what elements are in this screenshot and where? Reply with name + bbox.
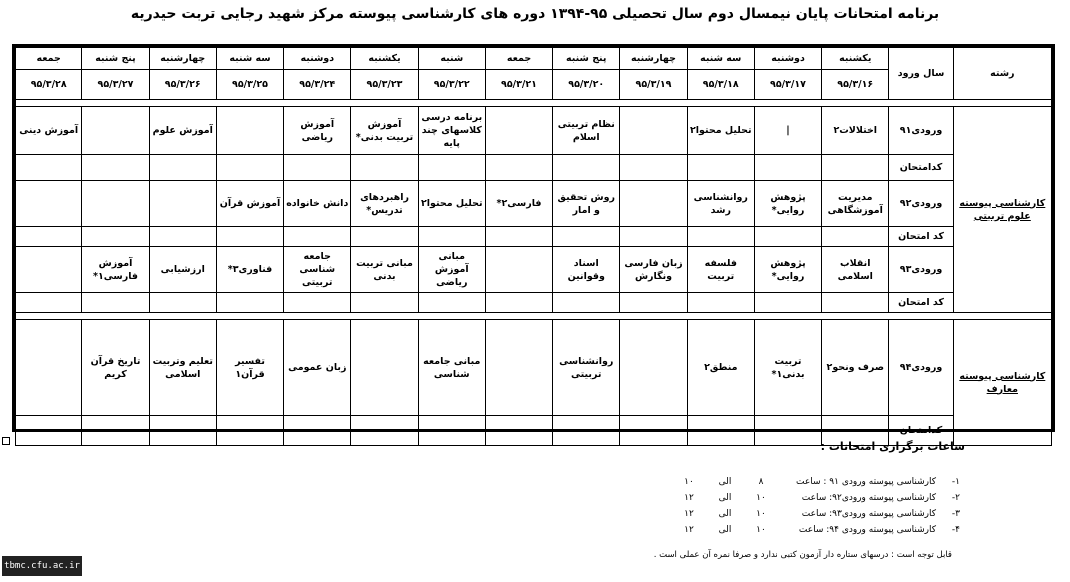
header-day: سه شنبه <box>687 48 754 70</box>
exam-cell <box>149 181 216 227</box>
exam-cell: روانشناسی تربیتی <box>553 320 620 416</box>
exam-cell <box>82 227 149 247</box>
exam-cell: راهبردهای تدریس* <box>351 181 418 227</box>
footnote: قابل توجه است : درسهای ستاره دار آزمون کتبی ندارد و صرفا نمره آن عملی است . <box>653 550 952 560</box>
entry-year: کدامتحان <box>889 155 953 181</box>
exam-cell <box>149 155 216 181</box>
exam-cell <box>284 416 351 446</box>
exam-cell <box>754 227 821 247</box>
exam-cell <box>754 416 821 446</box>
exam-hours-row <box>674 474 960 490</box>
exam-cell <box>485 293 552 313</box>
hours-from: ۱۰ <box>756 525 766 535</box>
hours-label: کارشناسی پیوسته ورودی۹۳: ساعت <box>801 509 936 519</box>
exam-cell <box>754 293 821 313</box>
hours-from: ۸ <box>758 477 764 487</box>
hours-to: ۱۲ <box>684 509 694 519</box>
exam-hours-title: ساعات برگزاری امتحانات : <box>820 440 965 453</box>
exam-cell: آموزش تربیت بدنی* <box>351 107 418 155</box>
exam-cell <box>418 416 485 446</box>
header-field: رشته <box>953 48 1051 100</box>
exam-cell <box>822 155 889 181</box>
exam-cell <box>485 155 552 181</box>
exam-cell: نظام تربیتی اسلام <box>553 107 620 155</box>
exam-cell <box>485 247 552 293</box>
header-date: ۹۵/۳/۱۸ <box>687 70 754 100</box>
section-gap <box>16 313 1052 320</box>
exam-cell: مبانی جامعه شناسی <box>418 320 485 416</box>
exam-cell <box>687 155 754 181</box>
hours-to: ۱۲ <box>684 525 694 535</box>
header-date: ۹۵/۳/۲۷ <box>82 70 149 100</box>
hours-to: ۱۰ <box>684 477 694 487</box>
header-date: ۹۵/۳/۲۱ <box>485 70 552 100</box>
exam-cell <box>82 155 149 181</box>
exam-cell: روش تحقیق و امار <box>553 181 620 227</box>
exam-cell: برنامه درسی کلاسهای چند پایه <box>418 107 485 155</box>
header-day: چهارشنبه <box>149 48 216 70</box>
exam-cell <box>149 293 216 313</box>
exam-cell: اسناد وقوانین <box>553 247 620 293</box>
exam-cell: تفسیر قرآن۱ <box>216 320 283 416</box>
exam-cell: فلسفه تربیت <box>687 247 754 293</box>
exam-cell <box>485 320 552 416</box>
entry-year: ورودی۹۱ <box>889 107 953 155</box>
exam-hours-row <box>674 506 960 522</box>
header-date: ۹۵/۳/۲۶ <box>149 70 216 100</box>
exam-cell: جامعه شناسی تربیتی <box>284 247 351 293</box>
header-day: یکشنبه <box>351 48 418 70</box>
exam-cell: پژوهش روایی* <box>754 181 821 227</box>
header-day: یکشنبه <box>822 48 889 70</box>
exam-cell: منطق۲ <box>687 320 754 416</box>
exam-cell: انقلاب اسلامی <box>822 247 889 293</box>
header-date: ۹۵/۳/۱۹ <box>620 70 687 100</box>
exam-cell <box>216 293 283 313</box>
exam-cell <box>553 227 620 247</box>
exam-cell <box>485 227 552 247</box>
exam-cell <box>351 416 418 446</box>
header-day: سه شنبه <box>216 48 283 70</box>
entry-year: کد امتحان <box>889 227 953 247</box>
entry-year: ورودی۹۴ <box>889 320 953 416</box>
exam-cell <box>687 227 754 247</box>
exam-cell: پژوهش روایی* <box>754 247 821 293</box>
exam-cell: | <box>754 107 821 155</box>
exam-cell <box>284 227 351 247</box>
field-name: کارشناسی پیوسته علوم تربیتی <box>953 107 1051 313</box>
exam-cell <box>216 155 283 181</box>
header-day: چهارشنبه <box>620 48 687 70</box>
header-date: ۹۵/۳/۱۷ <box>754 70 821 100</box>
exam-cell: تحلیل محتوا۲ <box>687 107 754 155</box>
header-day: پنج شنبه <box>82 48 149 70</box>
exam-cell <box>82 416 149 446</box>
exam-cell <box>620 107 687 155</box>
hours-label: کارشناسی پیوسته ورودی ۹۱ : ساعت <box>796 477 936 487</box>
exam-cell: زبان عمومی <box>284 320 351 416</box>
hours-sep: الی <box>718 525 732 535</box>
exam-hours-row <box>674 522 960 538</box>
exam-cell <box>149 227 216 247</box>
exam-cell <box>284 293 351 313</box>
exam-cell <box>216 416 283 446</box>
exam-cell: روانشناسی رشد <box>687 181 754 227</box>
header-day: دوشنبه <box>284 48 351 70</box>
exam-cell: فناوری۳* <box>216 247 283 293</box>
section-gap <box>16 100 1052 107</box>
hours-num: ۲- <box>951 493 960 503</box>
header-date: ۹۵/۳/۲۳ <box>351 70 418 100</box>
exam-cell: تاریخ قرآن کریم <box>82 320 149 416</box>
exam-cell <box>754 155 821 181</box>
exam-cell <box>418 293 485 313</box>
entry-year: کد امتحان <box>889 293 953 313</box>
exam-cell <box>822 227 889 247</box>
exam-hours-row <box>674 490 960 506</box>
exam-cell <box>284 155 351 181</box>
exam-cell: تحلیل محتوا۲ <box>418 181 485 227</box>
header-day: شنبه <box>418 48 485 70</box>
site-badge: tbmc.cfu.ac.ir <box>2 556 82 576</box>
exam-cell <box>620 320 687 416</box>
header-entry: سال ورود <box>889 48 953 100</box>
hours-num: ۱- <box>951 477 960 487</box>
exam-cell <box>351 155 418 181</box>
exam-cell <box>553 416 620 446</box>
exam-cell: آموزش علوم <box>149 107 216 155</box>
exam-cell <box>418 227 485 247</box>
exam-cell: آموزش دینی <box>16 107 82 155</box>
exam-cell: اختلالات۲ <box>822 107 889 155</box>
exam-cell <box>149 416 216 446</box>
field-name: کارشناسی پیوسته معارف <box>953 320 1051 446</box>
exam-cell <box>620 293 687 313</box>
hours-from: ۱۰ <box>756 493 766 503</box>
exam-cell: فارسی۲* <box>485 181 552 227</box>
exam-cell <box>16 320 82 416</box>
exam-cell: آموزش ریاضی <box>284 107 351 155</box>
header-date: ۹۵/۳/۲۰ <box>553 70 620 100</box>
header-day: پنج شنبه <box>553 48 620 70</box>
header-date: ۹۵/۳/۲۲ <box>418 70 485 100</box>
exam-cell <box>822 293 889 313</box>
entry-year: ورودی۹۲ <box>889 181 953 227</box>
exam-cell <box>16 247 82 293</box>
exam-cell <box>620 181 687 227</box>
hours-label: کارشناسی پیوسته ورودی۹۲: ساعت <box>801 493 936 503</box>
header-day: جمعه <box>16 48 82 70</box>
exam-cell <box>216 227 283 247</box>
header-date: ۹۵/۳/۱۶ <box>822 70 889 100</box>
exam-cell: تربیت بدنی۱* <box>754 320 821 416</box>
exam-cell <box>553 155 620 181</box>
page-title: برنامه امتحانات پایان نیمسال دوم سال تحصیلی ۹۵-۱۳۹۴ دوره های کارشناسی پیوسته مرکز شهید رجایی تربت حیدریه <box>130 6 940 22</box>
corner-marker <box>2 437 10 445</box>
exam-cell: مبانی تربیت بدنی <box>351 247 418 293</box>
exam-cell: زبان فارسی ونگارش <box>620 247 687 293</box>
exam-cell <box>620 155 687 181</box>
exam-cell <box>16 155 82 181</box>
exam-hours-list <box>674 474 960 538</box>
header-day: جمعه <box>485 48 552 70</box>
exam-cell: مبانی آموزش ریاضی <box>418 247 485 293</box>
exam-cell: دانش خانواده <box>284 181 351 227</box>
exam-cell: تعلیم وتربیت اسلامی <box>149 320 216 416</box>
exam-cell <box>687 416 754 446</box>
exam-cell <box>16 416 82 446</box>
exam-cell <box>553 293 620 313</box>
exam-cell: ارزشیابی <box>149 247 216 293</box>
entry-year: ورودی۹۳ <box>889 247 953 293</box>
exam-schedule-table <box>15 47 1052 446</box>
exam-cell <box>687 293 754 313</box>
exam-cell <box>485 107 552 155</box>
exam-cell <box>485 416 552 446</box>
hours-num: ۴- <box>951 525 960 535</box>
exam-cell <box>418 155 485 181</box>
exam-cell <box>351 320 418 416</box>
exam-cell <box>620 416 687 446</box>
header-date: ۹۵/۳/۲۸ <box>16 70 82 100</box>
exam-cell <box>82 293 149 313</box>
hours-from: ۱۰ <box>756 509 766 519</box>
exam-cell <box>16 293 82 313</box>
exam-cell: صرف ونحو۲ <box>822 320 889 416</box>
exam-cell <box>82 181 149 227</box>
header-date: ۹۵/۳/۲۴ <box>284 70 351 100</box>
hours-sep: الی <box>718 477 732 487</box>
exam-cell <box>351 227 418 247</box>
entry-year: کدامتحان <box>889 416 953 446</box>
exam-cell <box>351 293 418 313</box>
hours-to: ۱۲ <box>684 493 694 503</box>
exam-cell: آموزش قرآن <box>216 181 283 227</box>
exam-cell <box>16 227 82 247</box>
hours-label: کارشناسی پیوسته ورودی ۹۴: ساعت <box>798 525 936 535</box>
exam-cell: آموزش فارسی۱* <box>82 247 149 293</box>
hours-sep: الی <box>718 509 732 519</box>
exam-cell <box>620 227 687 247</box>
exam-cell <box>216 107 283 155</box>
exam-cell <box>16 181 82 227</box>
hours-sep: الی <box>718 493 732 503</box>
header-date: ۹۵/۳/۲۵ <box>216 70 283 100</box>
hours-num: ۳- <box>951 509 960 519</box>
exam-cell: مدیریت آموزشگاهی <box>822 181 889 227</box>
exam-cell <box>82 107 149 155</box>
header-day: دوشنبه <box>754 48 821 70</box>
